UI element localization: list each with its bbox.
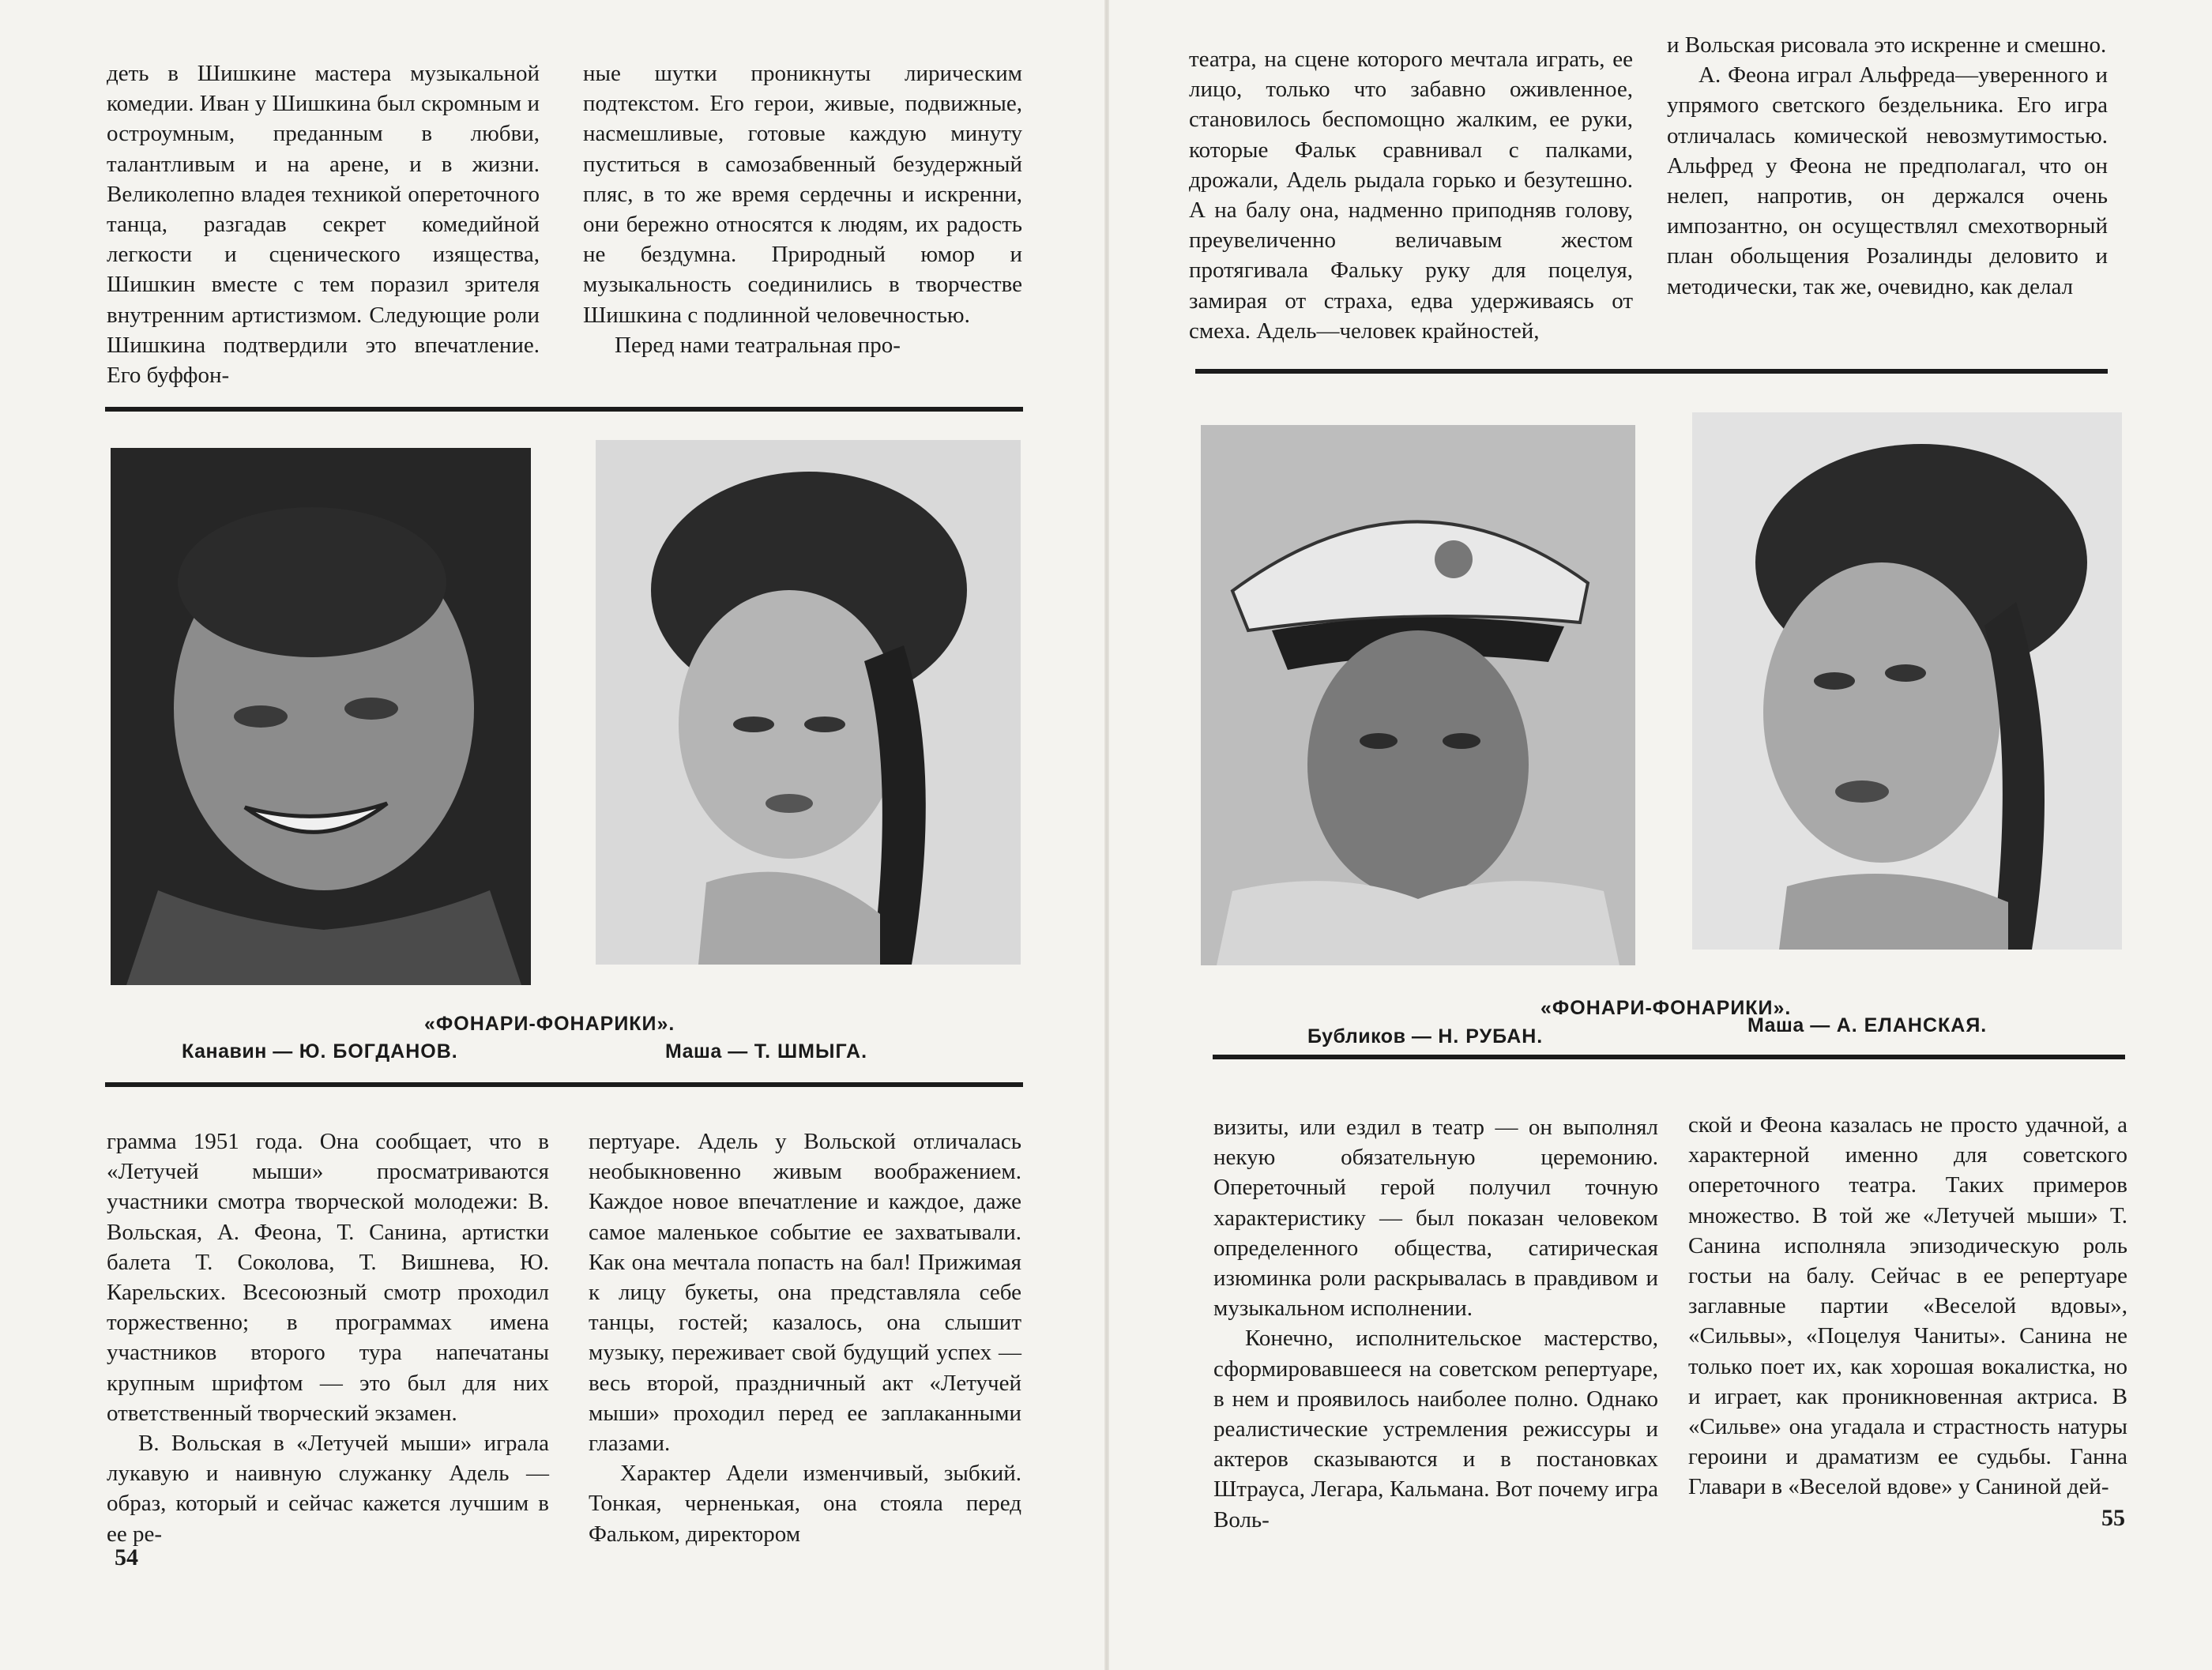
left-col2-bottom-text-2: Характер Адели изменчивый, зыбкий. Тонкая, черненькая, она стояла перед Фальком, директором	[589, 1461, 1021, 1547]
left-top-rule	[105, 407, 1023, 412]
caption-role: Маша —	[665, 1040, 748, 1063]
right-col1-top-text: театра, на сцене которого мечтала играть, ее лицо, только что забавно оживленное, становилось беспомощно жалким, ее руки, которые Фальк сравнивал с палками, дрожали, Адель рыдала горько и безутешно. А на балу она, надменно приподняв голову, преувеличенно величавым жестом протягивала Фальку руку для поцелуя, замирая от страха, едва удерживаясь от смеха. Адель—человек крайностей,	[1189, 47, 1633, 344]
left-col2-top-text: ные шутки проникнуты лирическим подтекстом. Его герои, живые, подвижные, насмешливые, готовые каждую минуту пуститься в самозабвенный безудержный пляс, в то же время сердечны и искренни, они бережно относятся к людям, их радость не бездумна. Природный юмор и музыкальность соединились в творчестве Шишкина с подлинной человечностью.	[583, 61, 1022, 328]
right-page-number: 55	[2101, 1505, 2125, 1531]
caption-role: Маша —	[1747, 1014, 1830, 1036]
right-col1-bottom	[1213, 1112, 1658, 1563]
left-col2-bottom-text: пертуаре. Адель у Вольской отличалась необыкновенно живым воображением. Каждое новое впечатление и каждое, даже самое маленькое событие ее захватывали. Как она мечтала попасть на бал! Прижимая к лицу букеты, она представляла себе танцы, гостей; казалось, она слышит музыку, переживает свой будущий успех — весь второй, праздничный акт «Летучей мыши» проходил перед ее заплаканными глазами.	[589, 1129, 1021, 1457]
right-caption-left	[1307, 1025, 1543, 1048]
left-caption-title: «ФОНАРИ-ФОНАРИКИ».	[424, 1013, 675, 1035]
right-caption-title: «ФОНАРИ-ФОНАРИКИ».	[1540, 997, 1792, 1019]
photo-elanskaya	[1692, 412, 2122, 950]
left-page-number: 54	[115, 1544, 138, 1570]
right-col2-bottom	[1688, 1110, 2127, 1560]
right-col2-bottom-text: ской и Феона казалась не просто удачной, а характерной именно для советского опереточного театра. Таких примеров множество. В той же «Летучей мыши» Т. Санина исполняла эпизодическую роль гостьи на балу. Сейчас в ее репертуаре заглавные партии «Веселой вдовы», «Сильвы», «Поцелуя Чаниты». Санина не только поет их, как хорошая вокалистка, но и играет, как проникновенная актриса. В «Сильве» она угадала и страстность натуры героини и драматизм ее судьбы. Ганна Главари в «Веселой вдове» у Саниной дей-	[1688, 1112, 2127, 1500]
caption-actor-name: Т. ШМЫГА.	[754, 1040, 868, 1063]
portrait-woman-profile-image	[1692, 412, 2122, 950]
right-bottom-rule	[1213, 1055, 2125, 1059]
left-caption-right	[665, 1040, 867, 1063]
left-col1-top	[107, 58, 540, 389]
photo-shmyga	[596, 440, 1021, 965]
portrait-woman-braids-image	[596, 440, 1021, 965]
left-col2-top	[583, 58, 1022, 368]
photo-ruban	[1201, 425, 1635, 965]
caption-role: Канавин —	[182, 1040, 293, 1063]
caption-actor-name: А. ЕЛАНСКАЯ.	[1836, 1014, 1988, 1036]
right-top-rule	[1195, 369, 2108, 374]
right-col1-bottom-text-2: Конечно, исполнительское мастерство, сформировавшееся на советском репертуаре, в нем и проявилось наиболее полно. Однако реалистические устремления режиссуры и актеров сказываются и в постановках Штрауса, Легара, Кальмана. Вот почему игра Воль-	[1213, 1326, 1658, 1533]
page-gutter	[1104, 0, 1109, 1670]
left-col1-bottom	[107, 1126, 549, 1585]
right-col1-bottom-text: визиты, или ездил в театр — он выполнял некую обязательную церемонию. Опереточный герой получил точную характеристику — был показан человеком определенного общества, сатирическая изюминка роли раскрывалась в правдивом и музыкальном исполнении.	[1213, 1115, 1658, 1322]
left-bottom-rule	[105, 1082, 1023, 1087]
left-col1-bottom-text: грамма 1951 года. Она сообщает, что в «Летучей мыши» просматриваются участники смотра творческой молодежи: В. Вольская, А. Феона, Т. Санина, артистки балета Т. Соколова, Т. Вишнева, Ю. Карельских. Всесоюзный смотр проходил торжественно; в программах имена участников второго тура напечатаны крупным шрифтом — это был для них ответственный творческий экзамен.	[107, 1129, 549, 1426]
caption-role: Бубликов —	[1307, 1025, 1432, 1048]
left-caption-left	[182, 1040, 458, 1063]
right-caption-right	[1747, 1014, 1987, 1037]
left-col2-bottom	[589, 1126, 1021, 1585]
caption-actor-name: Н. РУБАН.	[1438, 1025, 1544, 1048]
right-col2-top-text-2: А. Феона играл Альфреда—уверенного и упрямого светского бездельника. Его игра отличалась комической невозмутимостью. Альфред у Феона не предполагал, что он нелеп, напротив, он держался очень импозантно, он осуществлял смехотворный план обольщения Розалинды деловито и методически, так же, очевидно, как делал	[1667, 62, 2108, 299]
caption-actor-name: Ю. БОГДАНОВ.	[299, 1040, 458, 1063]
right-col1-top	[1189, 44, 1633, 344]
left-col1-bottom-text-2: В. Вольская в «Летучей мыши» играла лукавую и наивную служанку Адель — образ, который и сейчас кажется лучшим в ее ре-	[107, 1431, 549, 1547]
left-col2-top-text-2: Перед нами театральная про-	[615, 332, 901, 358]
portrait-man-smiling-image	[111, 448, 531, 985]
right-col2-top-text: и Вольская рисовала это искренне и смешно.	[1667, 32, 2107, 58]
photo-bogdanov	[111, 448, 531, 985]
left-col1-top-text: деть в Шишкине мастера музыкальной комедии. Иван у Шишкина был скромным и остроумным, преданным в любви, талантливым и на арене, и в жизни. Великолепно владея техникой опереточного танца, разгадав секрет комедийной легкости и сценического изящества, Шишкин вместе с тем поразил зрителя внутренним артистизмом. Следующие роли Шишкина подтвердили это впечатление. Его буффон-	[107, 61, 540, 389]
portrait-man-cap-image	[1201, 425, 1635, 965]
right-col2-top	[1667, 30, 2108, 346]
